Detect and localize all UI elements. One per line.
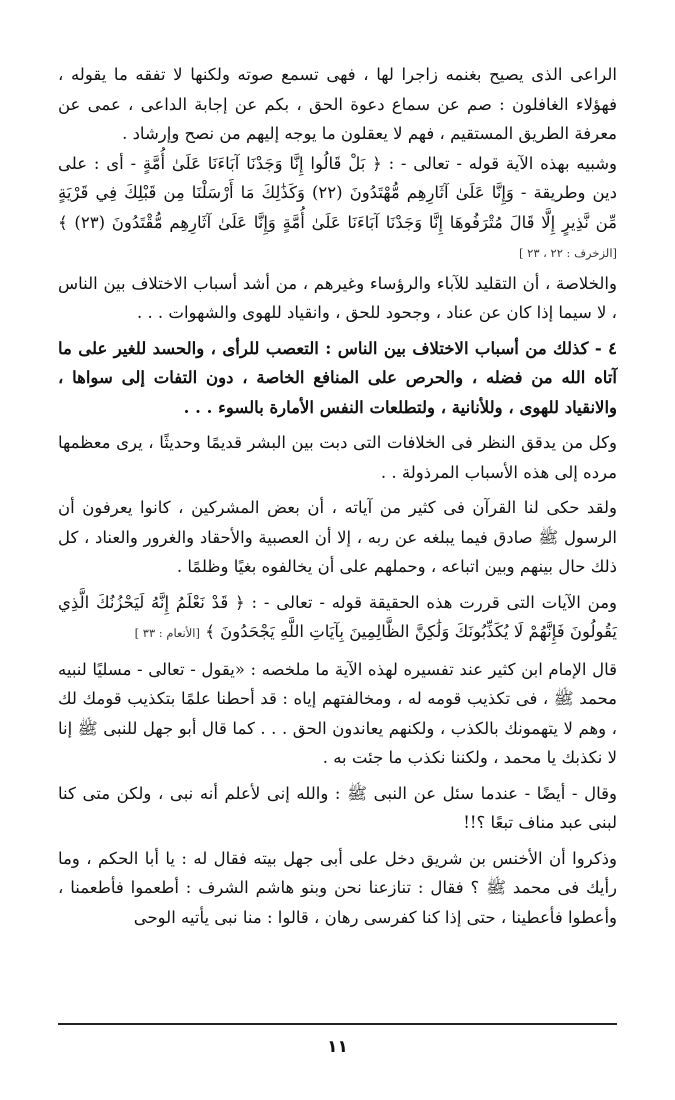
verse-reference: [الزخرف : ٢٢ ، ٢٣ ]: [519, 246, 617, 260]
paragraph-3: [58, 269, 617, 328]
paragraph-text: الراعى الذى يصيح بغنمه زاجرا لها ، فهى تسمع صوته ولكنها لا تفقه ما يقوله ، فهؤلاء الغافلون : صم عن سماع دعوة الحق ، بكم عن إجابة الداعى ، عمى عن معرفة الطريق المستقيم ، فهم لا يعقلون ما يوجه إليهم من نصح وإرشاد .: [58, 65, 617, 143]
paragraph-10: [58, 844, 617, 933]
footer-divider: [58, 1023, 617, 1025]
paragraph-7: [58, 588, 617, 649]
text-body: [58, 60, 617, 932]
page-number: ١١: [327, 1037, 348, 1057]
paragraph-1: [58, 60, 617, 149]
paragraph-text: وذكروا أن الأخنس بن شريق دخل على أبى جهل بيته فقال له : يا أبا الحكم ، وما رأيك فى محمد ﷺ ؟ فقال : تنازعنا نحن وبنو هاشم الشرف : أطعموا فأطعمنا ، وأعطوا فأعطينا ، حتى إذا كنا كفرسى رهان ، قالوا : منا نبى يأتيه الوحى: [58, 848, 617, 927]
paragraph-text: ولقد حكى لنا القرآن فى كثير من آياته ، أن بعض المشركين ، كانوا يعرفون أن الرسول ﷺ صادق فيما يبلغه عن ربه ، إلا أن العصبية والأحقاد والغرور والعناد ، كل ذلك حال بينهم وبين اتباعه ، وحملهم على أن يخالفوه بغيًا وظلمًا .: [58, 498, 617, 576]
verse-reference: [الأنعام : ٣٣ ]: [134, 626, 200, 640]
paragraph-text: والخلاصة ، أن التقليد للآباء والرؤساء وغيرهم ، من أشد أسباب الاختلاف بين الناس ، لا سيما إذا كان عن عناد ، وجحود للحق ، وانقياد للهوى والشهوات . . .: [58, 273, 617, 322]
paragraph-4-bold: [58, 334, 617, 423]
paragraph-text: قال الإمام ابن كثير عند تفسيره لهذه الآية ما ملخصه : «يقول - تعالى - مسليًا لنبيه محمد ﷺ ، فى تكذيب قومه له ، ومخالفتهم إياه : قد أحطنا علمًا بتكذيب قومك لك ، وهم لا يتهمونك بالكذب ، ولكنهم يعاندون الحق . . . كما قال أبو جهل للنبى ﷺ إنا لا نكذبك يا محمد ، ولكننا نكذب ما جئت به .: [58, 659, 617, 767]
paragraph-2: [58, 149, 617, 269]
paragraph-9: [58, 779, 617, 838]
quran-verse-text: ومن الآيات التى قررت هذه الحقيقة قوله - تعالى - : ﴿ قَدْ نَعْلَمُ إِنَّهُ لَيَحْزُنُكَ الَّذِي يَقُولُونَ فَإِنَّهُمْ لَا يُكَذِّبُونَكَ وَلَٰكِنَّ الظَّالِمِينَ بِآيَاتِ اللَّهِ يَجْحَدُونَ ﴾: [58, 592, 617, 641]
paragraph-text: وكل من يدقق النظر فى الخلافات التى دبت بين البشر قديمًا وحديثًا ، يرى معظمها مرده إلى هذه الأسباب المرذولة . .: [58, 433, 617, 482]
quran-verse-text: وشبيه بهذه الآية قوله - تعالى - : ﴿ بَلْ قَالُوا إِنَّا وَجَدْنَا آبَاءَنَا عَلَىٰ أُمَّةٍ - أى : على دين وطريقة - وَإِنَّا عَلَىٰ آثَارِهِم مُّهْتَدُونَ (٢٢) وَكَذَٰلِكَ مَا أَرْسَلْنَا مِن قَبْلِكَ فِي قَرْيَةٍ مِّن نَّذِيرٍ إِلَّا قَالَ مُتْرَفُوهَا إِنَّا وَجَدْنَا آبَاءَنَا عَلَىٰ أُمَّةٍ وَإِنَّا عَلَىٰ آثَارِهِم مُّقْتَدُونَ (٢٣) ﴾: [58, 153, 618, 232]
paragraph-text: وقال - أيضًا - عندما سئل عن النبى ﷺ : والله إنى لأعلم أنه نبى ، ولكن متى كنا لبنى عبد مناف تبعًا ؟!!: [58, 783, 617, 832]
paragraph-6: [58, 493, 617, 582]
paragraph-8: [58, 655, 617, 773]
paragraph-5: [58, 428, 617, 487]
paragraph-text: ٤ - كذلك من أسباب الاختلاف بين الناس : التعصب للرأى ، والحسد للغير على ما آتاه الله من فضله ، والحرص على المنافع الخاصة ، دون التفات إلى سواها ، والانقياد للهوى ، وللأنانية ، ولتطلعات النفس الأمارة بالسوء . . .: [58, 338, 617, 417]
